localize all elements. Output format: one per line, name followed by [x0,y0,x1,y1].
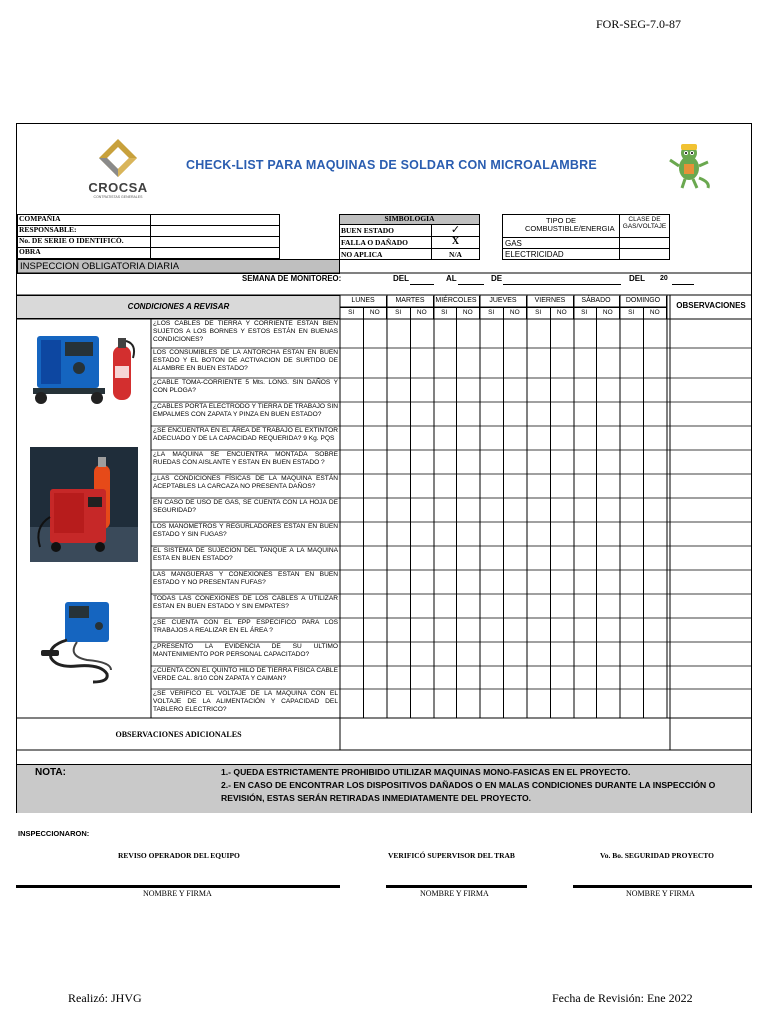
supervisor-sign-title: VERIFICÓ SUPERVISOR DEL TRAB [388,851,515,860]
fuel-electric-label: ELECTRICIDAD [502,248,620,260]
si-header: SI [620,307,644,319]
si-header: SI [387,307,411,319]
nota-line1: 1.- QUEDA ESTRICTAMENTE PROHIBIDO UTILIZAR MAQUINAS MONO-FASICAS EN EL PROYECTO. [221,767,631,777]
si-header: SI [527,307,551,319]
question-text: ¿SE VERIFICO EL VOLTAJE DE LA MAQUINA CON EL VOLTAJE DE LA ALIMENTACIÓN Y CAPACIDAD DEL TABLERO ELECTRICO? [153,690,338,714]
no-header: NO [457,307,481,319]
question-text: ¿CABLE TOMA-CORRIENTE 5 Mts. LONG. SIN DAÑOS Y CON PLOGA? [153,379,338,395]
nota-label: NOTA: [35,767,66,778]
form-code: FOR-SEG-7.0-87 [596,17,682,31]
inspection-banner: INSPECCION OBLIGATORIA DIARIA [17,259,340,274]
brand-subtitle: CONTRATISTAS GENERALES [93,195,143,199]
question-text: ¿CUENTA CON EL QUINTO HILO DE TIERRA FISICA CABLE VERDE CAL. 8/10 CON ZAPATA Y CAIMAN? [153,667,338,683]
made-by: Realizó: JHVG [68,991,142,1005]
day-header: DOMINGO [620,296,667,308]
symbol-good-label: BUEN ESTADO [339,224,432,237]
question-text: ¿SE ENCUENTRA EN EL ÁREA DE TRABAJO EL EXTINTOR ADECUADO Y DE LA CAPACIDAD REQUERIDA? 9 Kg. PQS [153,427,338,443]
question-text: EN CASO DE USO DE GAS, SE CUENTA CON LA HOJA DE SEGURIDAD? [153,499,338,515]
welder-gas-tank-image [30,447,138,562]
question-text: ¿CABLES PORTA ELECTRODO Y TIERRA DE TRABAJO SIN EMPALMES CON ZAPATA Y PINZA EN BUEN ESTADO? [153,403,338,419]
monitoring-del2-label: DEL [629,274,645,283]
inspected-by-label: INSPECCIONARON: [18,829,90,838]
no-header: NO [551,307,575,319]
monitoring-al-label: AL [446,274,457,283]
form-title: CHECK-LIST PARA MAQUINAS DE SOLDAR CON MICROALAMBRE [186,158,597,172]
welder-extinguisher-image [29,326,139,412]
question-text: ¿SE CUENTA CON EL EPP ESPECIFICO PARA LOS TRABAJOS A REALIZAR EN EL ÁREA ? [153,619,338,635]
no-header: NO [597,307,621,319]
day-header: VIERNES [527,296,574,308]
conditions-header: CONDICIONES A REVISAR [127,302,230,311]
nota-line2: 2.- EN CASO DE ENCONTRAR LOS DISPOSITIVOS DAÑADOS O EN MALAS CONDICIONES DURANTE LA INSPECCIÓN O [221,780,716,790]
question-text: TODAS LAS CONEXIONES DE LOS CABLES A UTILIZAR ESTAN EN BUEN ESTADO Y SIN EMPATES? [153,595,338,611]
monitoring-de-label: DE [491,274,503,283]
question-text: LAS MANGUERAS Y CONEXIONES ESTAN EN BUEN ESTADO Y NO PRESENTAN FUFAS? [153,571,338,587]
revision-date: Fecha de Revisión: Ene 2022 [552,991,693,1005]
company-label: COMPAÑIA [19,214,61,223]
na-mark: N/A [431,248,480,260]
additional-observations-label: OBSERVACIONES ADICIONALES [115,730,242,739]
safety-sign-line[interactable] [573,885,752,888]
question-text: ¿LA MAQUINA SE ENCUENTRA MONTADA SOBRE RUEDAS CON AISLANTE Y ESTAN EN BUEN ESTADO ? [153,451,338,467]
symbol-fail-label: FALLA O DAÑADO [339,236,432,249]
question-text: EL SISTEMA DE SUJECION DEL TANQUE A LA MAQUINA ESTA EN BUEN ESTADO? [153,547,338,563]
safety-sign-name: NOMBRE Y FIRMA [626,889,695,898]
question-text: ¿PRESENTO LA EVIDENCIA DE SU ULTIMO MANTENIMIENTO POR PERSONAL CAPACITADO? [153,643,338,659]
question-text: ¿LOS CABLES DE TIERRA Y CORRIENTE ESTAN BIEN SUJETOS A LOS BORNES Y ESTOS ESTÁN EN BUENAS CONDICIONES? [153,320,338,344]
day-header: LUNES [340,296,387,308]
no-header: NO [504,307,528,319]
no-header: NO [644,307,668,319]
brand-name: CROCSA [88,180,148,195]
monitoring-week-label: SEMANA DE MONITOREO: [242,274,342,283]
si-header: SI [480,307,504,319]
x-mark-icon: X [431,236,480,249]
no-header: NO [411,307,435,319]
serial-label: No. DE SERIE O IDENTIFICÓ. [19,236,124,245]
day-header: MARTES [387,296,434,308]
fuel-type-title: TIPO DE COMBUSTIBLE/ENERGIA [502,214,620,238]
no-header: NO [364,307,388,319]
day-header: SÁBADO [573,296,620,308]
portable-welder-image [37,596,121,686]
gas-class-title: CLASE DE GAS/VOLTAJE [619,214,670,238]
symbology-title: SIMBOLOGIA [339,214,480,225]
fuel-gas-label: GAS [502,237,620,249]
si-header: SI [433,307,457,319]
question-text: ¿LAS CONDICIONES FÍSICAS DE LA MAQUINA ESTÁN ACEPTABLES LA CARCAZA NO PRESENTA DAÑOS? [153,475,338,491]
observations-header: OBSERVACIONES [676,301,746,310]
work-label: OBRA [19,247,41,256]
operator-sign-title: REVISO OPERADOR DEL EQUIPO [118,851,240,860]
day-header: MIÉRCOLES [433,296,480,308]
question-text: LOS CONSUMIBLES DE LA ANTORCHA ESTAN EN BUEN ESTADO Y EL BOTON DE ACTIVACION DE SURTIDO DE ALAMBRE EN BUEN ESTADO? [153,349,338,373]
supervisor-sign-name: NOMBRE Y FIRMA [420,889,489,898]
operator-sign-line[interactable] [16,885,340,888]
responsible-label: RESPONSABLE: [19,225,77,234]
monitoring-year-prefix: 20 [660,275,668,282]
symbol-na-label: NO APLICA [339,248,432,260]
checkmark-icon: ✓ [431,224,480,237]
safety-sign-title: Vo. Bo. SEGURIDAD PROYECTO [600,851,714,860]
day-header: JUEVES [480,296,527,308]
monitoring-del-label: DEL [393,274,409,283]
operator-sign-name: NOMBRE Y FIRMA [143,889,212,898]
supervisor-sign-line[interactable] [386,885,527,888]
si-header: SI [340,307,364,319]
si-header: SI [573,307,597,319]
nota-line3: REVISIÓN, ESTAS SERÁN RETIRADAS INMEDIATAMENTE DEL PROYECTO. [221,793,532,803]
question-text: LOS MANOMETROS Y REGURLADORES ESTAN EN BUEN ESTADO Y SIN FUGAS? [153,523,338,539]
